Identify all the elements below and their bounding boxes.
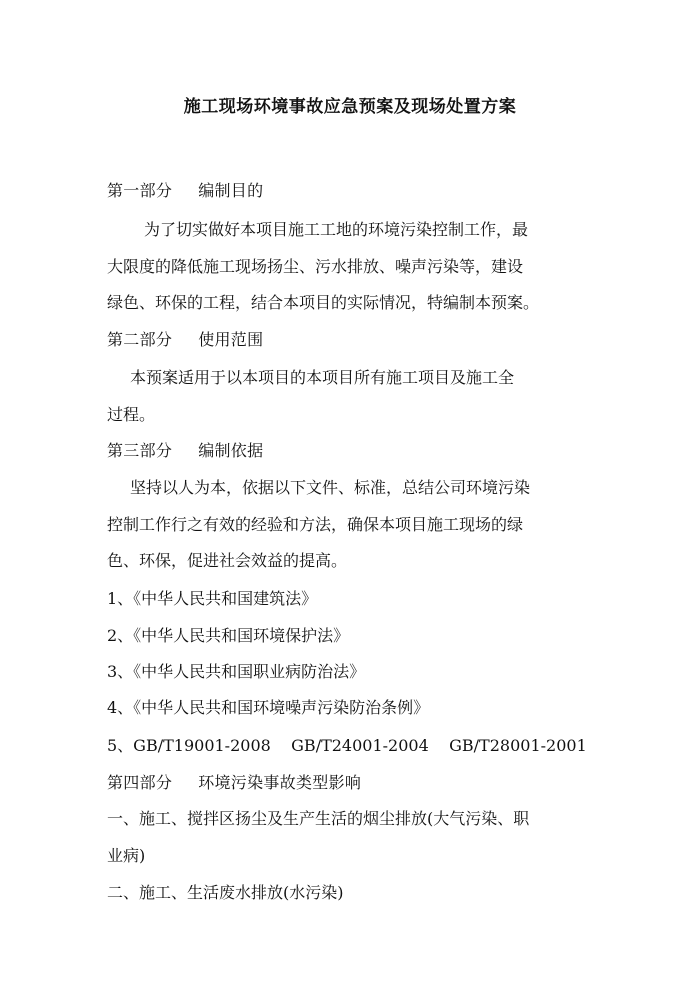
para2-line-1: 本预案适用于以本项目的本项目所有施工项目及施工全: [130, 368, 515, 387]
para1-line-2: 大限度的降低施工现场扬尘、污水排放、噪声污染等，建设: [107, 257, 524, 276]
section-1-name: 编制目的: [198, 181, 264, 200]
section-1-label: 第一部分: [107, 181, 173, 200]
para3-line-1: 坚持以人为本，依据以下文件、标准，总结公司环境污染: [130, 478, 531, 497]
para2-line-2: 过程。: [107, 405, 156, 424]
section-3-label: 第三部分: [107, 441, 173, 460]
impact-2: 二、施工、生活废水排放(水污染): [107, 883, 344, 902]
para1-line-3: 绿色、环保的工程，结合本项目的实际情况，特编制本预案。: [107, 293, 540, 312]
impact-1-line-2: 业病): [107, 846, 146, 865]
reference-5: 5、GB/T19001-2008 GB/T24001-2004 GB/T28001-2001: [107, 736, 587, 755]
reference-1: 1、《中华人民共和国建筑法》: [107, 589, 318, 608]
impact-1-line-1: 一、施工、搅拌区扬尘及生产生活的烟尘排放(大气污染、职: [107, 809, 530, 828]
reference-4: 4、《中华人民共和国环境噪声污染防治条例》: [107, 698, 430, 717]
section-1-heading: [107, 180, 263, 202]
section-3-heading: [107, 440, 263, 462]
section-4-label: 第四部分: [107, 773, 173, 792]
para3-line-2: 控制工作行之有效的经验和方法，确保本项目施工现场的绿: [107, 515, 524, 534]
document-title: 施工现场环境事故应急预案及现场处置方案: [183, 97, 517, 117]
section-2-name: 使用范围: [198, 330, 264, 349]
section-4-name: 环境污染事故类型影响: [198, 773, 362, 792]
section-3-name: 编制依据: [198, 441, 264, 460]
reference-3: 3、《中华人民共和国职业病防治法》: [107, 662, 366, 681]
section-2-label: 第二部分: [107, 330, 173, 349]
para1-line-1: 为了切实做好本项目施工工地的环境污染控制工作，最: [144, 220, 529, 239]
section-2-heading: [107, 329, 263, 351]
para3-line-3: 色、环保，促进社会效益的提高。: [107, 551, 348, 570]
section-4-heading: [107, 772, 361, 794]
reference-2: 2、《中华人民共和国环境保护法》: [107, 626, 350, 645]
